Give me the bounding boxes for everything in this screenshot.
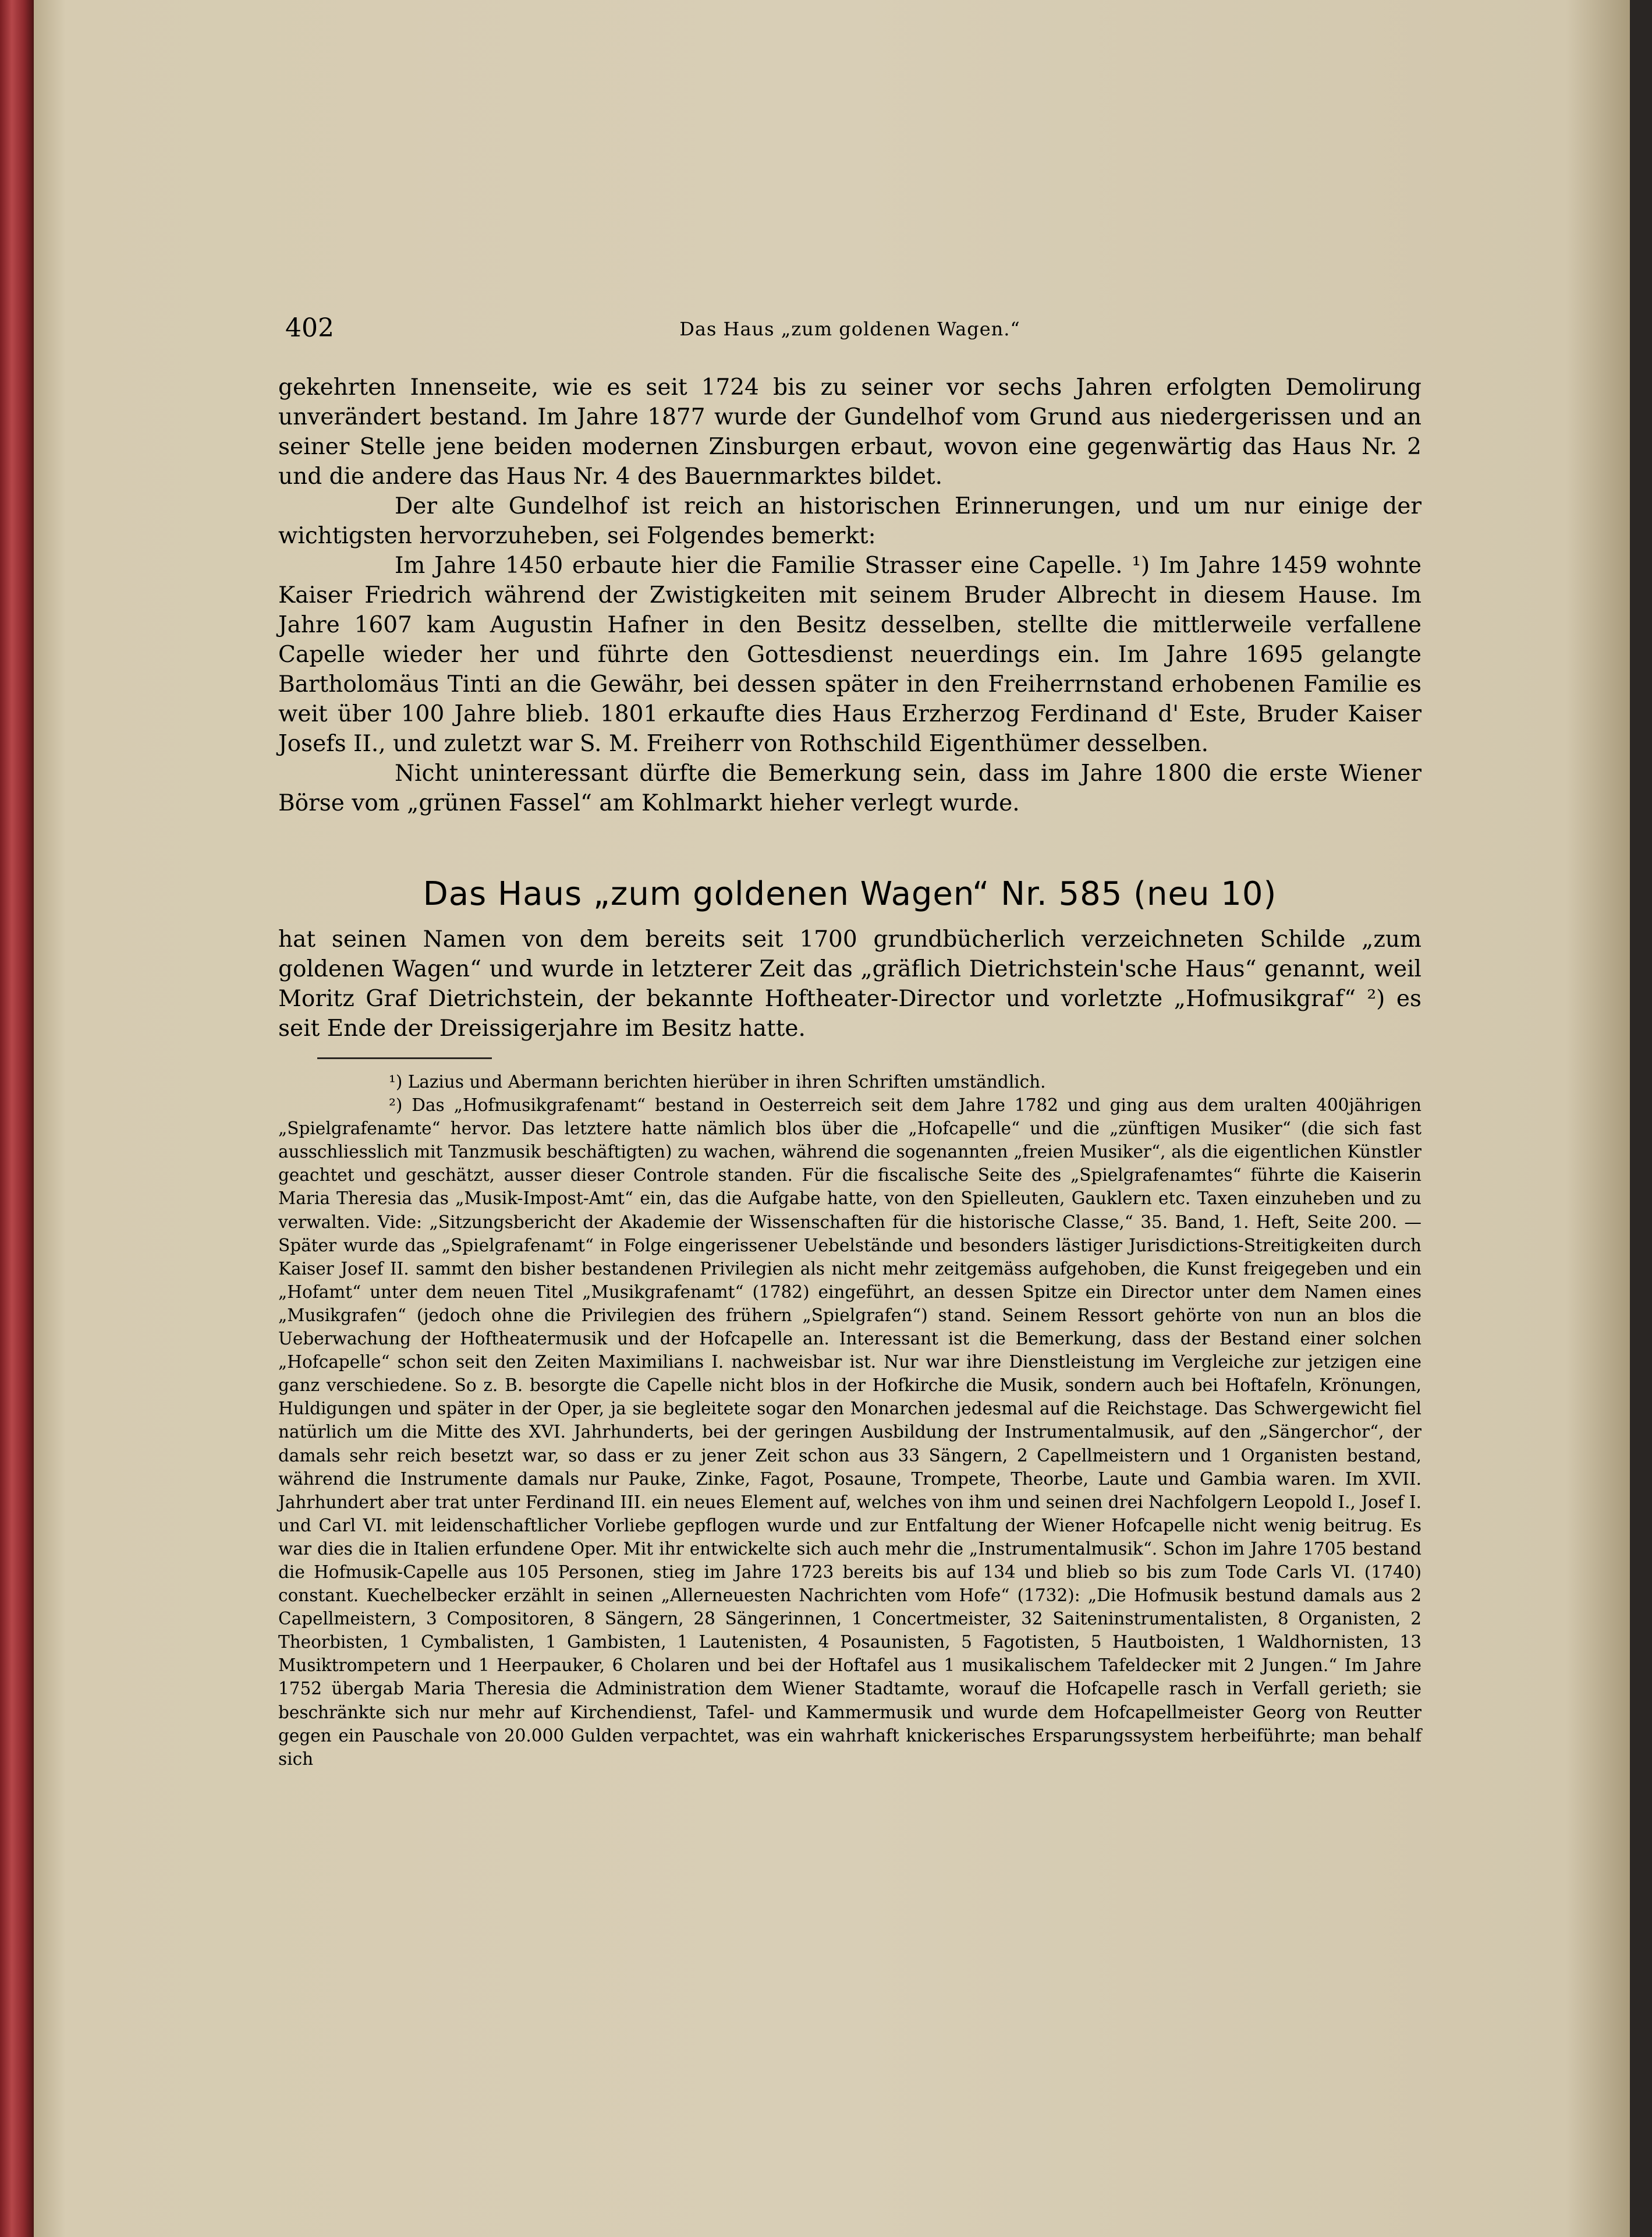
paragraph-2: Der alte Gundelhof ist reich an historischen Erinnerungen, und um nur einige der wichtigsten hervorzuheben, sei Folgendes bemerkt: bbox=[278, 493, 1421, 549]
section-text: hat seinen Namen von dem bereits seit 1700 grundbücherlich verzeichneten Schilde „zum goldenen Wagen“ und wurde in letzterer Zeit das „gräflich Dietrichstein'sche Haus“ genannt, weil Moritz Graf Dietrichstein, der bekannte Hoftheater-Director und vorletzte „Hofmusikgraf“ ²) es seit Ende der Dreissigerjahre im Besitz hatte. bbox=[278, 926, 1421, 1042]
running-title: Das Haus „zum goldenen Wagen.“ bbox=[679, 318, 1020, 340]
page-number: 402 bbox=[285, 313, 334, 343]
main-text bbox=[278, 373, 1421, 818]
footnotes bbox=[278, 1070, 1421, 1771]
book-binding-edge bbox=[0, 0, 34, 2237]
paragraph-4: Nicht uninteressant dürfte die Bemerkung sein, dass im Jahre 1800 die erste Wiener Börse vom „grünen Fassel“ am Kohlmarkt hieher verlegt wurde. bbox=[278, 760, 1421, 816]
footnote-divider bbox=[317, 1057, 492, 1059]
footnote-2: ²) Das „Hofmusikgrafenamt“ bestand in Oesterreich seit dem Jahre 1782 und ging aus dem uralten 400jährigen „Spielgrafenamte“ hervor. Das letztere hatte nämlich blos über die „Hofcapelle“ und die „zünftigen Musiker“ (die sich fast ausschliesslich mit Tanzmusik beschäftigten) zu wachen, während die sogenannten „freien Musiker“, als die eigentlichen Künstler geachtet und geschätzt, ausser dieser Controle standen. Für die fiscalische Seite des „Spielgrafenamtes“ führte die Kaiserin Maria Theresia das „Musik-Impost-Amt“ ein, das die Aufgabe hatte, von den Spielleuten, Gauklern etc. Taxen einzuheben und zu verwalten. Vide: „Sitzungsbericht der Akademie der Wissenschaften für die historische Classe,“ 35. Band, 1. Heft, Seite 200. — Später wurde das „Spielgrafenamt“ in Folge eingerissener Uebelstände und besonders lästiger Jurisdictions-Streitigkeiten durch Kaiser Josef II. sammt den bisher bestandenen Privilegien als nicht mehr zeitgemäss aufgehoben, die Kunst freigegeben und ein „Hofamt“ unter dem neuen Titel „Musikgrafenamt“ (1782) eingeführt, an dessen Spitze ein Director unter dem Namen eines „Musikgrafen“ (jedoch ohne die Privilegien des frühern „Spielgrafen“) stand. Seinem Ressort gehörte von nun an blos die Ueberwachung der Hoftheatermusik und der Hofcapelle an. Interessant ist die Bemerkung, dass der Bestand einer solchen „Hofcapelle“ schon seit den Zeiten Maximilians I. nachweisbar ist. Nur war ihre Dienstleistung im Vergleiche zur jetzigen eine ganz verschiedene. So z. B. besorgte die Capelle nicht blos in der Hofkirche die Musik, sondern auch bei Hoftafeln, Krönungen, Huldigungen und später in der Oper, ja sie begleitete sogar den Monarchen jedesmal auf die Reichstage. Das Schwergewicht fiel natürlich um die Mitte des XVI. Jahrhunderts, bei der geringen Ausbildung der Instrumentalmusik, auf den „Sängerchor“, der damals sehr reich besetzt war, so dass er zu jener Zeit schon aus 33 Sängern, 2 Capellmeistern und 1 Organisten bestand, während die Instrumente damals nur Pauke, Zinke, Fagot, Posaune, Trompete, Theorbe, Laute und Gambia waren. Im XVII. Jahrhundert aber trat unter Ferdinand III. ein neues Element auf, welches von ihm und seinen drei Nachfolgern Leopold I., Josef I. und Carl VI. mit leidenschaftlicher Vorliebe gepflogen wurde und zur Entfaltung der Wiener Hofcapelle nicht wenig beitrug. Es war dies die in Italien erfundene Oper. Mit ihr entwickelte sich auch mehr die „Instrumentalmusik“. Schon im Jahre 1705 bestand die Hofmusik-Capelle aus 105 Personen, stieg im Jahre 1723 bereits bis auf 134 und blieb so bis zum Tode Carls VI. (1740) constant. Kuechelbecker erzählt in seinen „Allerneuesten Nachrichten vom Hofe“ (1732): „Die Hofmusik bestund damals aus 2 Capellmeistern, 3 Compositoren, 8 Sängern, 28 Sängerinnen, 1 Concertmeister, 32 Saiteninstrumentalisten, 8 Organisten, 2 Theorbisten, 1 Cymbalisten, 1 Gambisten, 1 Lautenisten, 4 Posaunisten, 5 Fagotisten, 5 Hautboisten, 1 Waldhornisten, 13 Musiktrompetern und 1 Heerpauker, 6 Cholaren und bei der Hoftafel aus 1 musikalischem Tafeldecker mit 2 Jungen.“ Im Jahre 1752 übergab Maria Theresia die Administration dem Wiener Stadtamte, worauf die Hofcapelle rasch in Verfall gerieth; sie beschränkte sich nur mehr auf Kirchendienst, Tafel- und Kammermusik und wurde dem Hofcapellmeister Georg von Reutter gegen ein Pauschale von 20.000 Gulden verpachtet, was ein wahrhaft knickerisches Ersparungssystem herbeiführte; man behalf sich bbox=[278, 1095, 1421, 1769]
paragraph-3: Im Jahre 1450 erbaute hier die Familie Strasser eine Capelle. ¹) Im Jahre 1459 wohnte Kaiser Friedrich während der Zwistigkeiten mit seinem Bruder Albrecht in diesem Hause. Im Jahre 1607 kam Augustin Hafner in den Besitz desselben, stellte die mittlerweile verfallene Capelle wieder her und führte den Gottesdienst neuerdings ein. Im Jahre 1695 gelangte Bartholomäus Tinti an die Gewähr, bei dessen später in den Freiherrnstand erhobenen Familie es weit über 100 Jahre blieb. 1801 erkaufte dies Haus Erzherzog Ferdinand d' Este, Bruder Kaiser Josefs II., und zuletzt war S. M. Freiherr von Rothschild Eigenthümer desselben. bbox=[278, 553, 1421, 757]
paragraph-1: gekehrten Innenseite, wie es seit 1724 bis zu seiner vor sechs Jahren erfolgten Demolirung unverändert bestand. Im Jahre 1877 wurde der Gundelhof vom Grund aus niedergerissen und an seiner Stelle jene beiden modernen Zinsburgen erbaut, wovon eine gegenwärtig das Haus Nr. 2 und die andere das Haus Nr. 4 des Bauernmarktes bildet. bbox=[278, 374, 1421, 490]
footnote-1: ¹) Lazius und Abermann berichten hierüber in ihren Schriften umständlich. bbox=[389, 1072, 1046, 1092]
page-header bbox=[285, 309, 1415, 355]
section-heading: Das Haus „zum goldenen Wagen“ Nr. 585 (neu 10) bbox=[423, 875, 1277, 913]
